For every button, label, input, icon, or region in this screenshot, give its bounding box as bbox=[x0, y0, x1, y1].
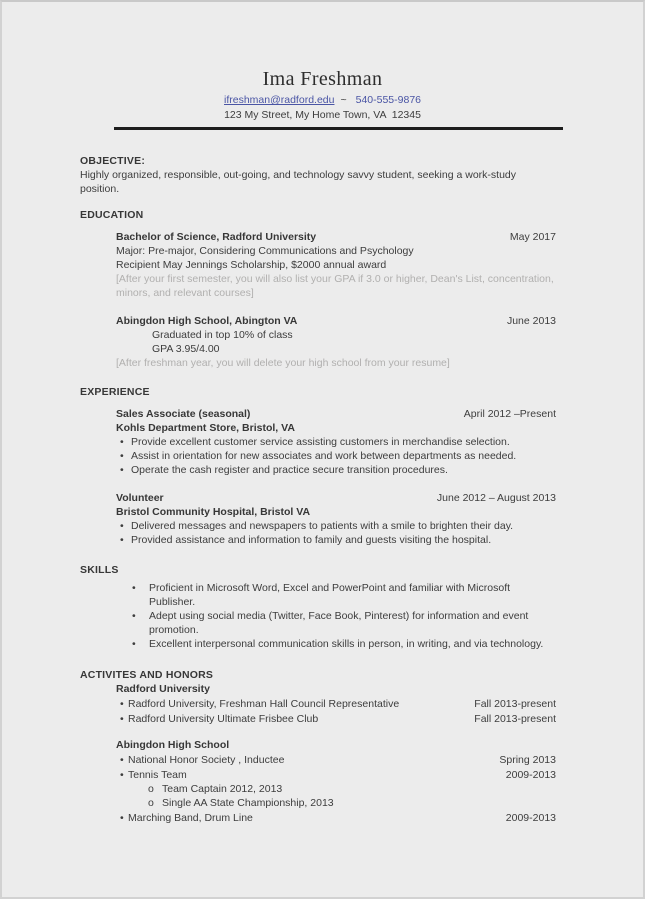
job-date: April 2012 –Present bbox=[463, 407, 556, 420]
objective-title: OBJECTIVE: bbox=[80, 154, 146, 167]
activity-list bbox=[116, 753, 556, 782]
bullet-item bbox=[132, 637, 556, 651]
skills-title: SKILLS bbox=[80, 563, 119, 576]
education-title: EDUCATION bbox=[80, 208, 144, 221]
activity-left bbox=[116, 712, 474, 726]
bullet-marker: • bbox=[132, 609, 136, 622]
gpa-line: GPA 3.95/4.00 bbox=[152, 342, 220, 355]
contact-separator: ~ bbox=[340, 94, 347, 106]
activity-text: Marching Band, Drum Line bbox=[128, 811, 253, 824]
bullet-item bbox=[116, 435, 556, 449]
bullet-marker: • bbox=[120, 712, 124, 725]
sub-item bbox=[148, 796, 556, 810]
bullet-marker: • bbox=[120, 811, 124, 824]
bullet-marker: • bbox=[120, 463, 124, 476]
job-heading-row bbox=[116, 491, 556, 505]
college-note: [After your first semester, you will also list your GPA if 3.0 or higher, Dean's List, concentration, minors, and relevant courses] bbox=[116, 272, 554, 299]
activity-sublist bbox=[148, 782, 556, 810]
activity-text: Tennis Team bbox=[128, 768, 187, 781]
bullet-text: Delivered messages and newspapers to patients with a smile to brighten their day. bbox=[131, 519, 514, 532]
activity-text: National Honor Society , Inductee bbox=[128, 753, 285, 766]
job-heading-row bbox=[116, 407, 556, 421]
activity-text: Radford University Ultimate Frisbee Club bbox=[128, 712, 319, 725]
job-bullet-list bbox=[116, 435, 556, 477]
bullet-marker: • bbox=[120, 768, 124, 781]
education-section bbox=[80, 208, 556, 370]
bullet-text: Excellent interpersonal communication skills in person, in writing, and via technology. bbox=[149, 637, 544, 650]
experience-title: EXPERIENCE bbox=[80, 385, 150, 398]
group-heading: Radford University bbox=[116, 682, 210, 695]
education-entry-college bbox=[116, 230, 556, 300]
major-line: Major: Pre-major, Considering Communications and Psychology bbox=[116, 244, 414, 257]
sub-item-text: Team Captain 2012, 2013 bbox=[162, 782, 283, 795]
bullet-item bbox=[116, 449, 556, 463]
bullet-item bbox=[116, 519, 556, 533]
activities-title: ACTIVITES AND HONORS bbox=[80, 668, 214, 681]
activity-list bbox=[116, 811, 556, 825]
job-entry-sales bbox=[116, 407, 556, 477]
activity-date: 2009-2013 bbox=[505, 768, 556, 781]
job-date: June 2012 – August 2013 bbox=[436, 491, 556, 504]
bullet-marker: • bbox=[120, 449, 124, 462]
group-heading: Abingdon High School bbox=[116, 738, 230, 751]
activity-item bbox=[116, 712, 556, 726]
experience-section bbox=[80, 385, 556, 547]
activity-text: Radford University, Freshman Hall Council Representative bbox=[128, 697, 400, 710]
objective-section bbox=[80, 154, 556, 196]
bullet-marker: • bbox=[120, 697, 124, 710]
highschool-note: [After freshman year, you will delete your high school from your resume] bbox=[116, 356, 450, 369]
sub-bullet-marker: o bbox=[148, 782, 154, 795]
bullet-marker: • bbox=[120, 753, 124, 766]
activity-date: Fall 2013-present bbox=[474, 712, 556, 725]
resume-header bbox=[2, 2, 643, 130]
contact-line bbox=[2, 93, 643, 107]
bullet-text: Provided assistance and information to family and guests visiting the hospital. bbox=[131, 533, 492, 546]
bullet-marker: • bbox=[120, 533, 124, 546]
highschool-date: June 2013 bbox=[506, 314, 556, 327]
activities-section bbox=[80, 668, 556, 825]
activity-left bbox=[116, 768, 506, 782]
objective-text: Highly organized, responsible, out-going, and technology savvy student, seeking a work-study position. bbox=[80, 168, 517, 195]
activity-left bbox=[116, 753, 499, 767]
bullet-marker: • bbox=[120, 519, 124, 532]
entry-heading-row bbox=[116, 314, 556, 328]
address-line: 123 My Street, My Home Town, VA 12345 bbox=[224, 109, 421, 121]
job-org: Bristol Community Hospital, Bristol VA bbox=[116, 505, 311, 518]
activity-item bbox=[116, 697, 556, 711]
activity-left bbox=[116, 697, 474, 711]
activity-item bbox=[116, 811, 556, 825]
bullet-text: Operate the cash register and practice secure transition procedures. bbox=[131, 463, 448, 476]
sub-bullet-marker: o bbox=[148, 796, 154, 809]
degree-date: May 2017 bbox=[509, 230, 556, 243]
scholarship-line: Recipient May Jennings Scholarship, $2000 annual award bbox=[116, 258, 387, 271]
bullet-text: Proficient in Microsoft Word, Excel and PowerPoint and familiar with Microsoft Publisher. bbox=[149, 581, 511, 608]
bullet-text: Assist in orientation for new associates and work between departments as needed. bbox=[131, 449, 517, 462]
skills-list bbox=[132, 581, 556, 651]
bullet-text: Adept using social media (Twitter, Face Book, Pinterest) for information and event promotion. bbox=[149, 609, 529, 636]
bullet-marker: • bbox=[132, 637, 136, 650]
bullet-item bbox=[116, 533, 556, 547]
bullet-marker: • bbox=[132, 581, 136, 594]
activity-item bbox=[116, 753, 556, 767]
education-entry-highschool bbox=[116, 314, 556, 370]
job-role: Volunteer bbox=[116, 491, 164, 504]
bullet-marker: • bbox=[120, 435, 124, 448]
job-role: Sales Associate (seasonal) bbox=[116, 407, 251, 420]
skills-section bbox=[80, 563, 556, 651]
activity-item bbox=[116, 768, 556, 782]
bullet-item bbox=[132, 609, 556, 637]
bullet-item bbox=[132, 581, 556, 609]
activity-group-highschool bbox=[116, 738, 556, 825]
activity-date: 2009-2013 bbox=[505, 811, 556, 824]
bullet-text: Provide excellent customer service assisting customers in merchandise selection. bbox=[131, 435, 510, 448]
job-org: Kohls Department Store, Bristol, VA bbox=[116, 421, 295, 434]
activity-date: Spring 2013 bbox=[499, 753, 556, 766]
activity-list bbox=[116, 697, 556, 726]
activity-group-radford bbox=[116, 682, 556, 726]
sub-item bbox=[148, 782, 556, 796]
highschool-heading: Abingdon High School, Abington VA bbox=[116, 314, 298, 327]
activity-left bbox=[116, 811, 506, 825]
sub-item-text: Single AA State Championship, 2013 bbox=[162, 796, 334, 809]
bullet-item bbox=[116, 463, 556, 477]
phone-number: 540-555-9876 bbox=[355, 94, 421, 106]
degree-heading: Bachelor of Science, Radford University bbox=[116, 230, 317, 243]
graduation-line: Graduated in top 10% of class bbox=[152, 328, 293, 341]
email-link[interactable]: ifreshman@radford.edu bbox=[224, 94, 335, 106]
job-bullet-list bbox=[116, 519, 556, 547]
person-name: Ima Freshman bbox=[262, 68, 383, 90]
entry-heading-row bbox=[116, 230, 556, 244]
activity-date: Fall 2013-present bbox=[474, 697, 556, 710]
resume-content bbox=[2, 130, 643, 825]
job-entry-volunteer bbox=[116, 491, 556, 547]
